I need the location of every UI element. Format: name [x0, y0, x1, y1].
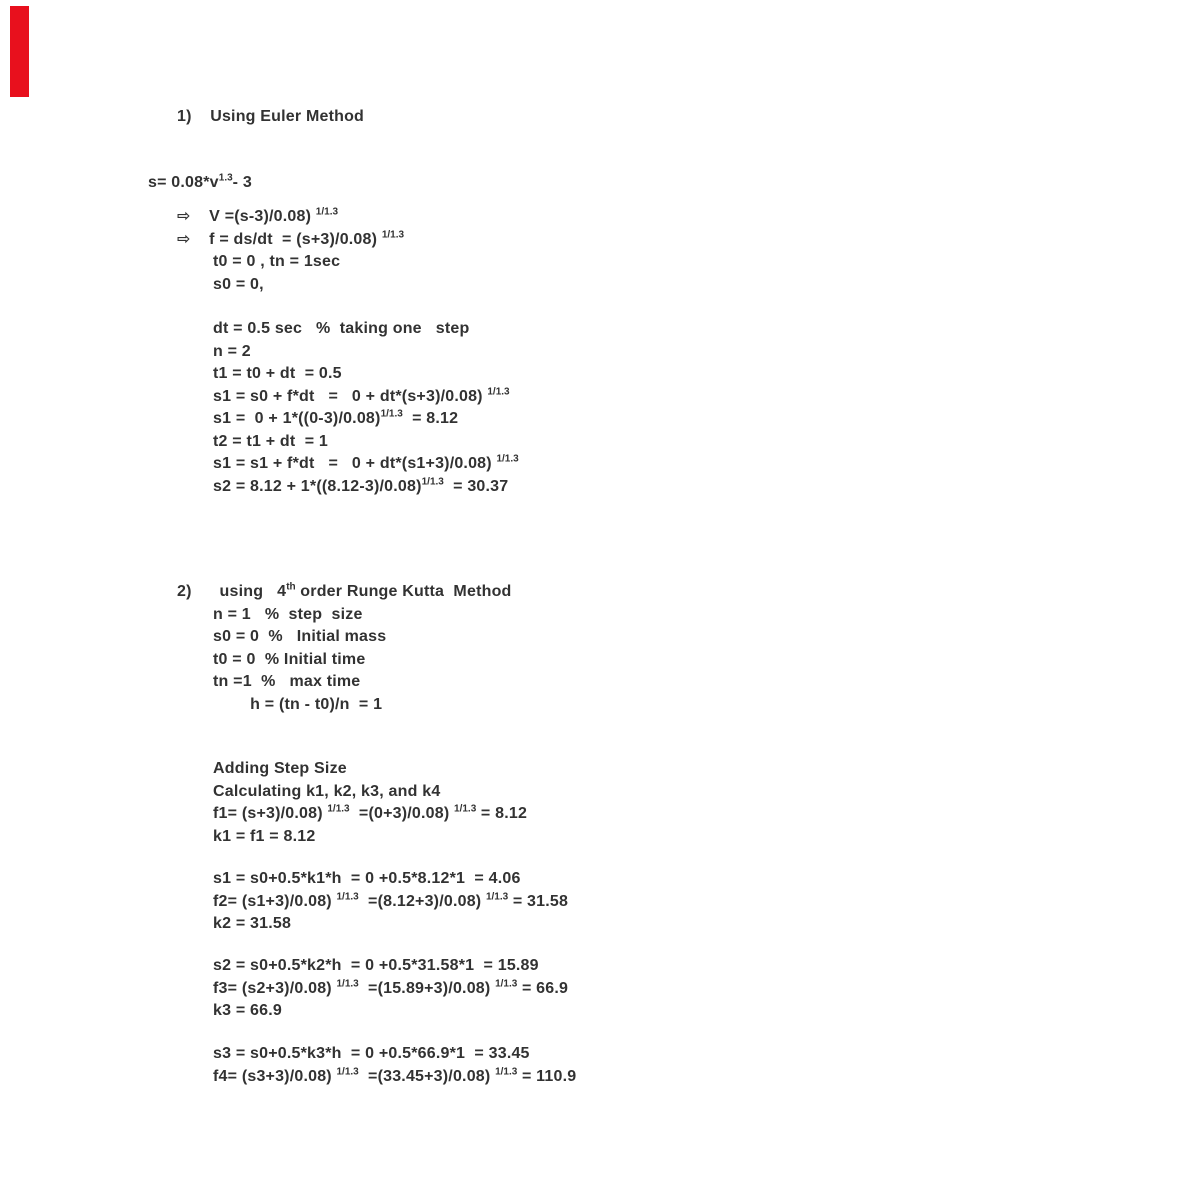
block-heading-euler — [0, 106, 1100, 129]
block-equation — [0, 172, 1100, 195]
text-line: s1 = s1 + f*dt = 0 + dt*(s1+3)/0.08) $^{1/1.3}$ — [213, 453, 519, 472]
block-k1-block — [0, 758, 1100, 848]
block-rk-setup — [0, 581, 1100, 716]
text-line: dt = 0.5 sec % taking one step — [213, 320, 470, 337]
text-line: $s1 = 0 + 1*((0-3)/0.08)^{1/1.3} = 8.12$ — [213, 408, 459, 427]
block-euler-steps — [0, 318, 1100, 498]
text-line: $s= 0.08*v^{1.3}-$ 3 — [148, 172, 252, 191]
block-k4-block — [0, 1043, 1100, 1088]
text-line: f3= (s2+3)/0.08) $^{1/1.3}$ =(15.89+3)/0.08) $^{1/1.3}$ = 66.9 — [213, 978, 569, 997]
text-line: s1 = s0 + f*dt = 0 + dt*(s+3)/0.08) $^{1/1.3}$ — [213, 386, 510, 405]
text-line: t0 = 0 , tn = 1sec — [213, 253, 341, 270]
text-line: n = 2 — [213, 342, 251, 360]
text-line: s2 = s0+0.5*k2*h = 0 +0.5*31.58*1 = 15.89 — [213, 957, 539, 974]
text-line: Adding Step Size — [213, 760, 347, 777]
text-line: tn =1 % max time — [213, 673, 361, 690]
text-line: 2) using 4th order Runge Kutta Method — [177, 581, 512, 600]
text-line: n = 1 % step size — [213, 605, 363, 623]
text-line: f2= (s1+3)/0.08) $^{1/1.3}$ =(8.12+3)/0.08) $^{1/1.3}$ = 31.58 — [213, 891, 569, 910]
text-line: t1 = t0 + dt = 0.5 — [213, 365, 342, 382]
text-line: ⇨ f = ds/dt = (s+3)/0.08) $^{1/1.3}$ — [177, 229, 405, 248]
text-line: k2 = 31.58 — [213, 915, 292, 932]
text-line: h = (tn - t0)/n = 1 — [213, 695, 383, 713]
text-line: f1= (s+3)/0.08) $^{1/1.3}$ =(0+3)/0.08) $^{1/1.3}$ = 8.12 — [213, 803, 528, 822]
text-line: t0 = 0 % Initial time — [213, 650, 366, 668]
text-line: $s2 = 8.12 + 1*((8.12-3)/0.08)^{1/1.3} = 30.37$ — [213, 476, 509, 495]
block-derivation — [0, 206, 1100, 296]
text-line: t2 = t1 + dt = 1 — [213, 432, 329, 450]
text-line: ⇨ V =(s-3)/0.08) $^{1/1.3}$ — [177, 206, 339, 225]
block-k3-block — [0, 955, 1100, 1023]
text-line: k1 = f1 = 8.12 — [213, 827, 316, 845]
block-k2-block — [0, 868, 1100, 936]
text-line: s3 = s0+0.5*k3*h = 0 +0.5*66.9*1 = 33.45 — [213, 1045, 530, 1062]
text-line: 1) Using Euler Method — [177, 108, 365, 125]
text-line: s1 = s0+0.5*k1*h = 0 +0.5*8.12*1 = 4.06 — [213, 870, 521, 887]
text-line: f4= (s3+3)/0.08) $^{1/1.3}$ =(33.45+3)/0.08) $^{1/1.3}$ = 110.9 — [213, 1066, 577, 1085]
text-line: k3 = 66.9 — [213, 1002, 282, 1019]
text-line: s0 = 0, — [213, 275, 264, 293]
text-line: s0 = 0 % Initial mass — [213, 628, 387, 645]
text-line: Calculating k1, k2, k3, and k4 — [213, 782, 441, 800]
